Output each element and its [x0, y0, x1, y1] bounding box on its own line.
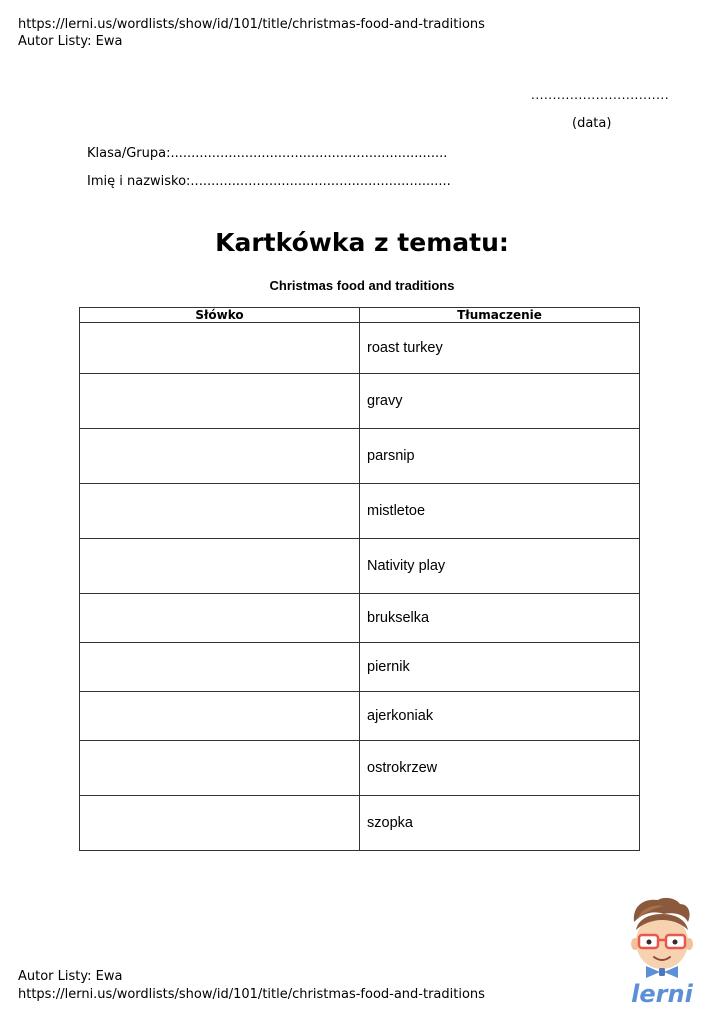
table-row: [80, 539, 640, 594]
translation-cell: gravy: [360, 374, 640, 429]
header-url: https://lerni.us/wordlists/show/id/101/title/christmas-food-and-traditions: [18, 17, 485, 32]
word-cell: [80, 484, 360, 539]
table-row: [80, 323, 640, 374]
translation-cell: Nativity play: [360, 539, 640, 594]
column-header-word: Słówko: [80, 308, 360, 323]
translation-cell: roast turkey: [360, 323, 640, 374]
header-author: Autor Listy: Ewa: [18, 34, 123, 49]
word-cell: [80, 429, 360, 484]
date-line: ................................: [531, 88, 670, 102]
translation-cell: mistletoe: [360, 484, 640, 539]
table-row: [80, 692, 640, 741]
translation-cell: szopka: [360, 796, 640, 851]
table-row: [80, 796, 640, 851]
translation-cell: brukselka: [360, 594, 640, 643]
translation-cell: parsnip: [360, 429, 640, 484]
logo-text: lerni: [631, 980, 693, 1008]
table-row: [80, 643, 640, 692]
table-row: [80, 484, 640, 539]
lerni-mascot-logo: [624, 896, 700, 1008]
footer-author: Autor Listy: Ewa: [18, 969, 123, 984]
translation-cell: piernik: [360, 643, 640, 692]
column-header-translation: Tłumaczenie: [360, 308, 640, 323]
table-header-row: [80, 308, 640, 323]
word-cell: [80, 374, 360, 429]
table-row: [80, 429, 640, 484]
table-row: [80, 594, 640, 643]
vocabulary-table: [79, 307, 640, 851]
translation-cell: ostrokrzew: [360, 741, 640, 796]
word-cell: [80, 323, 360, 374]
table-row: [80, 741, 640, 796]
footer-url: https://lerni.us/wordlists/show/id/101/title/christmas-food-and-traditions: [18, 987, 485, 1002]
name-field: Imię i nazwisko:...............................................................: [87, 174, 451, 189]
translation-cell: ajerkoniak: [360, 692, 640, 741]
table-row: [80, 374, 640, 429]
word-cell: [80, 796, 360, 851]
date-label: (data): [572, 116, 612, 131]
word-cell: [80, 594, 360, 643]
word-cell: [80, 643, 360, 692]
page-subtitle: Christmas food and traditions: [269, 278, 455, 293]
class-group-field: Klasa/Grupa:...................................................................: [87, 146, 448, 161]
word-cell: [80, 539, 360, 594]
word-cell: [80, 741, 360, 796]
page-title: Kartkówka z tematu:: [215, 228, 509, 257]
word-cell: [80, 692, 360, 741]
